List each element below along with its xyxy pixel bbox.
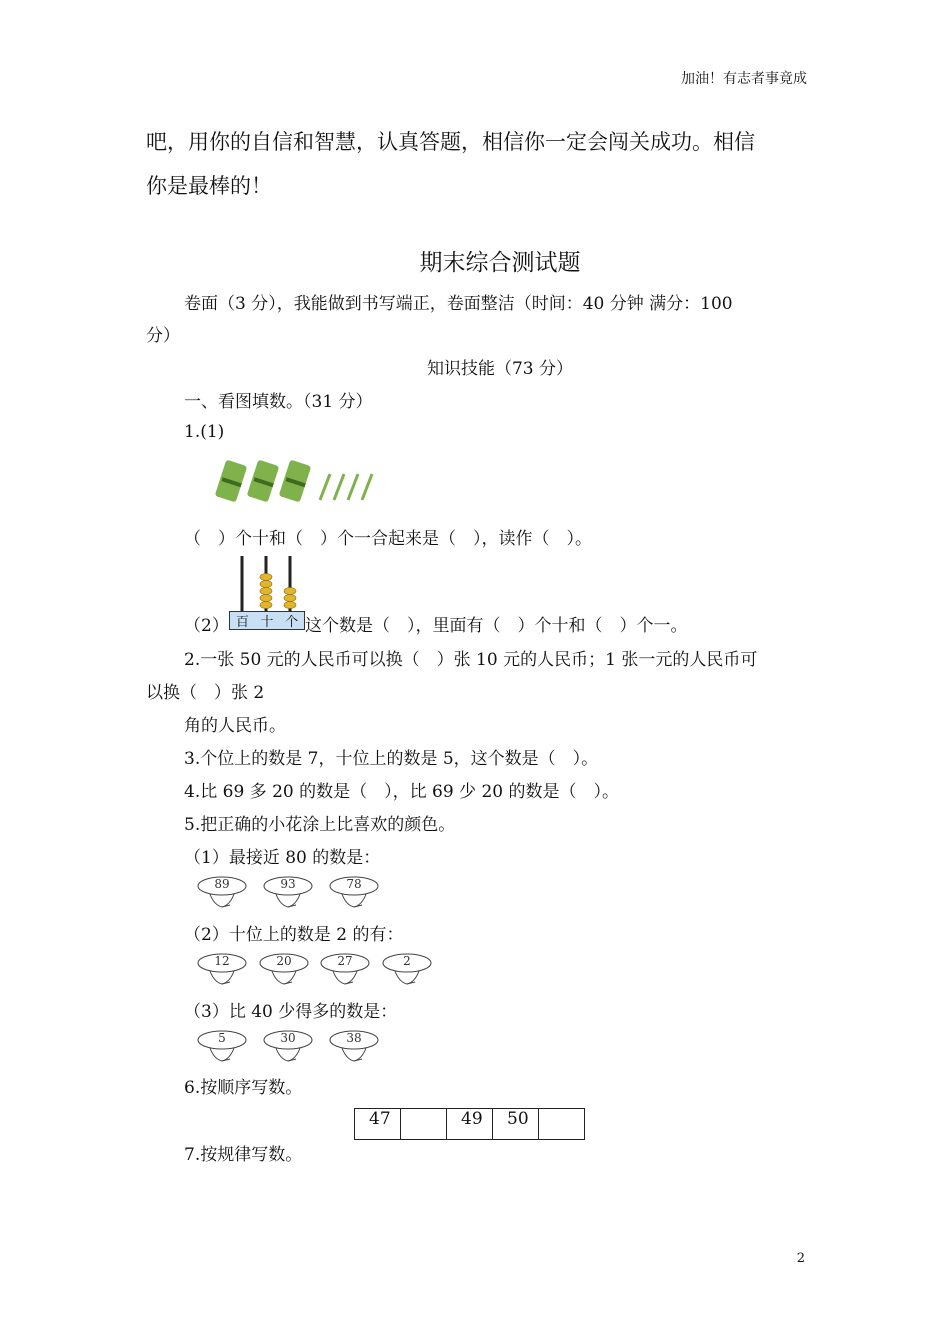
flower-number: 5 xyxy=(218,1031,226,1045)
abacus-image xyxy=(229,554,305,612)
instructions-line-1: 卷面（3 分），我能做到书写端正，卷面整洁（时间：40 分钟 满分：100 xyxy=(184,294,733,314)
flower-number: 30 xyxy=(280,1031,296,1045)
flower-number: 20 xyxy=(276,954,292,968)
sequence-table xyxy=(354,1108,585,1140)
q6-text: 6.按顺序写数。 xyxy=(184,1078,303,1098)
section-1-heading: 一、看图填数。（31 分） xyxy=(184,392,373,412)
q5-2-text: （2）十位上的数是 2 的有： xyxy=(184,925,404,945)
q4-text: 4.比 69 多 20 的数是（ ），比 69 少 20 的数是（ ）。 xyxy=(184,782,619,802)
stick-bundle-1 xyxy=(215,460,248,503)
abacus-place-labels xyxy=(229,611,305,630)
abacus-label-ones: 个 xyxy=(285,615,299,630)
stick-bundles-image xyxy=(210,456,380,506)
flower-option[interactable] xyxy=(328,1029,380,1065)
section-subtitle: 知识技能（73 分） xyxy=(426,359,574,379)
flower-option[interactable] xyxy=(262,875,314,911)
stick-bundle-3 xyxy=(279,460,312,503)
q1-1-text: （ ）个十和（ ）个一合起来是（ ），读作（ ）。 xyxy=(184,529,592,549)
flower-number: 93 xyxy=(280,877,296,891)
q2-line-3: 角的人民币。 xyxy=(184,716,286,736)
flower-number: 89 xyxy=(214,877,230,891)
flower-option[interactable] xyxy=(196,1029,248,1065)
flower-option[interactable] xyxy=(196,875,248,911)
exam-title: 期末综合测试题 xyxy=(419,250,581,276)
instructions-line-2: 分） xyxy=(146,326,180,346)
q5-text: 5.把正确的小花涂上比喜欢的颜色。 xyxy=(184,815,456,835)
page-header: 加油！有志者事竟成 xyxy=(681,71,807,87)
q1-2-prefix: （2） xyxy=(184,616,229,636)
flower-option[interactable] xyxy=(258,952,310,988)
q3-text: 3.个位上的数是 7，十位上的数是 5，这个数是（ ）。 xyxy=(184,749,599,769)
q7-text: 7.按规律写数。 xyxy=(184,1145,303,1165)
sequence-cell: 50 xyxy=(493,1109,539,1140)
abacus-label-tens: 十 xyxy=(260,615,274,630)
flower-option[interactable] xyxy=(319,952,371,988)
flower-option[interactable] xyxy=(328,875,380,911)
q5-1-text: （1）最接近 80 的数是： xyxy=(184,848,381,868)
flower-number: 12 xyxy=(214,954,230,968)
intro-line-2: 你是最棒的！ xyxy=(146,174,272,198)
flower-number: 27 xyxy=(337,954,353,968)
single-sticks xyxy=(320,474,372,500)
q1-1-label: 1.(1) xyxy=(184,422,225,442)
q2-line-1: 2.一张 50 元的人民币可以换（ ）张 10 元的人民币；1 张一元的人民币可 xyxy=(184,650,758,670)
sequence-cell-blank[interactable] xyxy=(401,1109,447,1140)
sequence-cell-blank[interactable] xyxy=(539,1109,585,1140)
flower-number: 38 xyxy=(346,1031,362,1045)
intro-line-1: 吧，用你的自信和智慧，认真答题，相信你一定会闯关成功。相信 xyxy=(146,130,755,154)
page-number: 2 xyxy=(796,1251,805,1266)
flower-option[interactable] xyxy=(381,952,433,988)
flower-option[interactable] xyxy=(262,1029,314,1065)
flower-number: 2 xyxy=(403,954,411,968)
q2-line-2: 以换（ ）张 2 xyxy=(146,683,265,703)
q1-2-text: 这个数是（ ），里面有（ ）个十和（ ）个一。 xyxy=(305,616,688,636)
flower-number: 78 xyxy=(346,877,362,891)
flower-option[interactable] xyxy=(196,952,248,988)
q5-3-text: （3）比 40 少得多的数是： xyxy=(184,1002,398,1022)
sequence-cell: 49 xyxy=(447,1109,493,1140)
stick-bundle-2 xyxy=(247,460,280,503)
sequence-cell: 47 xyxy=(355,1109,401,1140)
abacus-label-hundreds: 百 xyxy=(235,615,249,630)
